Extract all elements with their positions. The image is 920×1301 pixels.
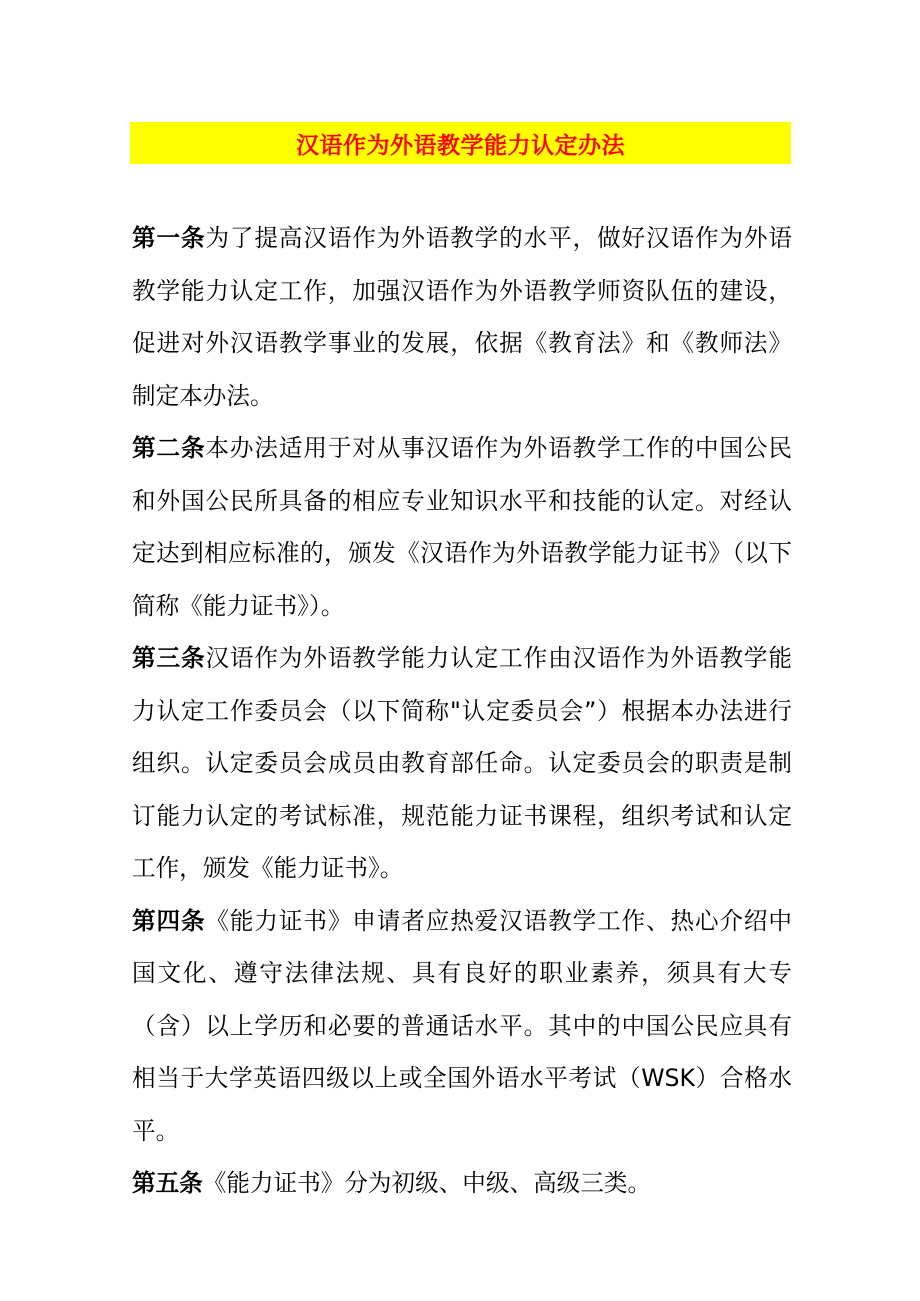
article-label: 第三条 [132, 644, 206, 672]
title-highlight-band [130, 122, 791, 164]
article-label: 第五条 [132, 1169, 203, 1197]
article-label: 第四条 [132, 906, 206, 935]
article-5 [132, 1157, 792, 1210]
article-text: 《能力证书》分为初级、中级、高级三类。 [202, 1169, 652, 1197]
article-text: 汉语作为外语教学能力认定工作由汉语作为外语教学能力认定工作委员会（以下简称"认定委员会”）根据本办法进行组织。认定委员会成员由教育部任命。认定委员会的职责是制订能力认定的考试标准，规范能力证书课程，组织考试和认定工作，颁发《能力证书》。 [132, 644, 793, 882]
document-body [132, 212, 792, 1210]
article-1 [132, 212, 792, 422]
article-4 [132, 895, 792, 1158]
article-label: 第二条 [132, 434, 206, 462]
article-2 [132, 422, 792, 632]
article-3 [132, 632, 792, 895]
article-text: 为了提高汉语作为外语教学的水平，做好汉语作为外语教学能力认定工作，加强汉语作为外语教学师资队伍的建设，促进对外汉语教学事业的发展，依据《教育法》和《教师法》制定本办法。 [132, 224, 793, 410]
document-title: 汉语作为外语教学能力认定办法 [296, 132, 625, 159]
article-label: 第一条 [132, 224, 206, 252]
article-text: 本办法适用于对从事汉语作为外语教学工作的中国公民和外国公民所具备的相应专业知识水平和技能的认定。对经认定达到相应标准的，颁发《汉语作为外语教学能力证书》（以下简称《能力证书》）。 [132, 434, 793, 620]
article-text: 《能力证书》申请者应热爱汉语教学工作、热心介绍中国文化、遵守法律法规、具有良好的职业素养，须具有大专（含）以上学历和必要的普通话水平。其中的中国公民应具有相当于大学英语四级以上或全国外语水平考试（WSK）合格水平。 [132, 906, 793, 1145]
